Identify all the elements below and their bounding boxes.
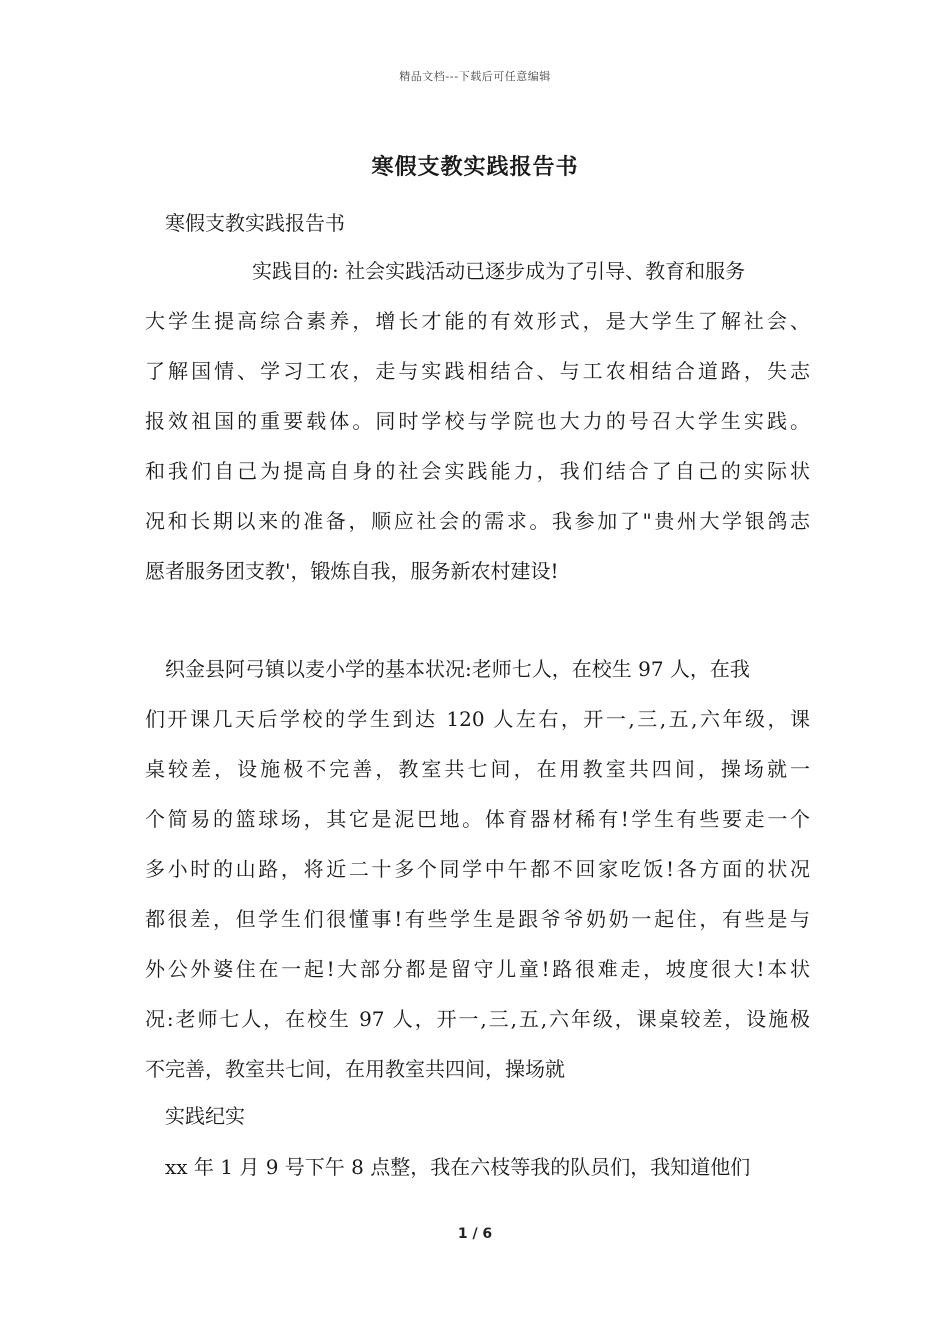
paragraph-line: 们开课几天后学校的学生到达 120 人左右，开一,三,五,六年级，课 <box>145 707 810 731</box>
paragraph-line: 个简易的篮球场，其它是泥巴地。体育器材稀有!学生有些要走一个 <box>145 807 810 831</box>
section-heading: 实践纪实 <box>165 1104 245 1128</box>
paragraph-purpose <box>145 246 810 596</box>
document-subtitle: 寒假支教实践报告书 <box>165 211 345 235</box>
page-number: 1 / 6 <box>457 1226 493 1242</box>
paragraph-line: 大学生提高综合素养，增长才能的有效形式，是大学生了解社会、 <box>145 309 810 333</box>
paragraph-line: xx 年 1 月 9 号下午 8 点整，我在六枝等我的队员们，我知道他们 <box>165 1155 751 1179</box>
paragraph-line: 和我们自己为提高自身的社会实践能力，我们结合了自己的实际状 <box>145 459 810 483</box>
paragraph-line: 况:老师七人，在校生 97 人，开一,三,五,六年级，课桌较差，设施极 <box>145 1007 810 1031</box>
paragraph-line: 桌较差，设施极不完善，教室共七间，在用教室共四间，操场就一 <box>145 757 810 781</box>
paragraph-line: 况和长期以来的准备，顺应社会的需求。我参加了"贵州大学银鸽志 <box>145 509 810 533</box>
paragraph-line: 不完善，教室共七间，在用教室共四间，操场就 <box>145 1057 565 1081</box>
paragraph-line: 多小时的山路，将近二十多个同学中午都不回家吃饭!各方面的状况 <box>145 857 810 881</box>
document-title: 寒假支教实践报告书 <box>371 154 579 180</box>
paragraph-line: 织金县阿弓镇以麦小学的基本状况:老师七人，在校生 97 人，在我 <box>165 657 750 681</box>
paragraph-line: 都很差，但学生们很懂事!有些学生是跟爷爷奶奶一起住，有些是与 <box>145 907 810 931</box>
paragraph-line: 愿者服务团支教'，锻炼自我，服务新农村建设! <box>145 559 559 583</box>
paragraph-record <box>145 1142 810 1192</box>
paragraph-line: 实践目的: 社会实践活动已逐步成为了引导、教育和服务 <box>252 259 746 283</box>
paragraph-line: 外公外婆住在一起!大部分都是留守儿童!路很难走，坡度很大!本状 <box>145 957 810 981</box>
paragraph-school-status <box>145 644 810 1094</box>
paragraph-line: 报效祖国的重要载体。同时学校与学院也大力的号召大学生实践。 <box>145 409 810 433</box>
paragraph-line: 了解国情、学习工农，走与实践相结合、与工农相结合道路，失志 <box>145 359 810 383</box>
page-header: 精品文档---下载后可任意编辑 <box>399 70 551 83</box>
